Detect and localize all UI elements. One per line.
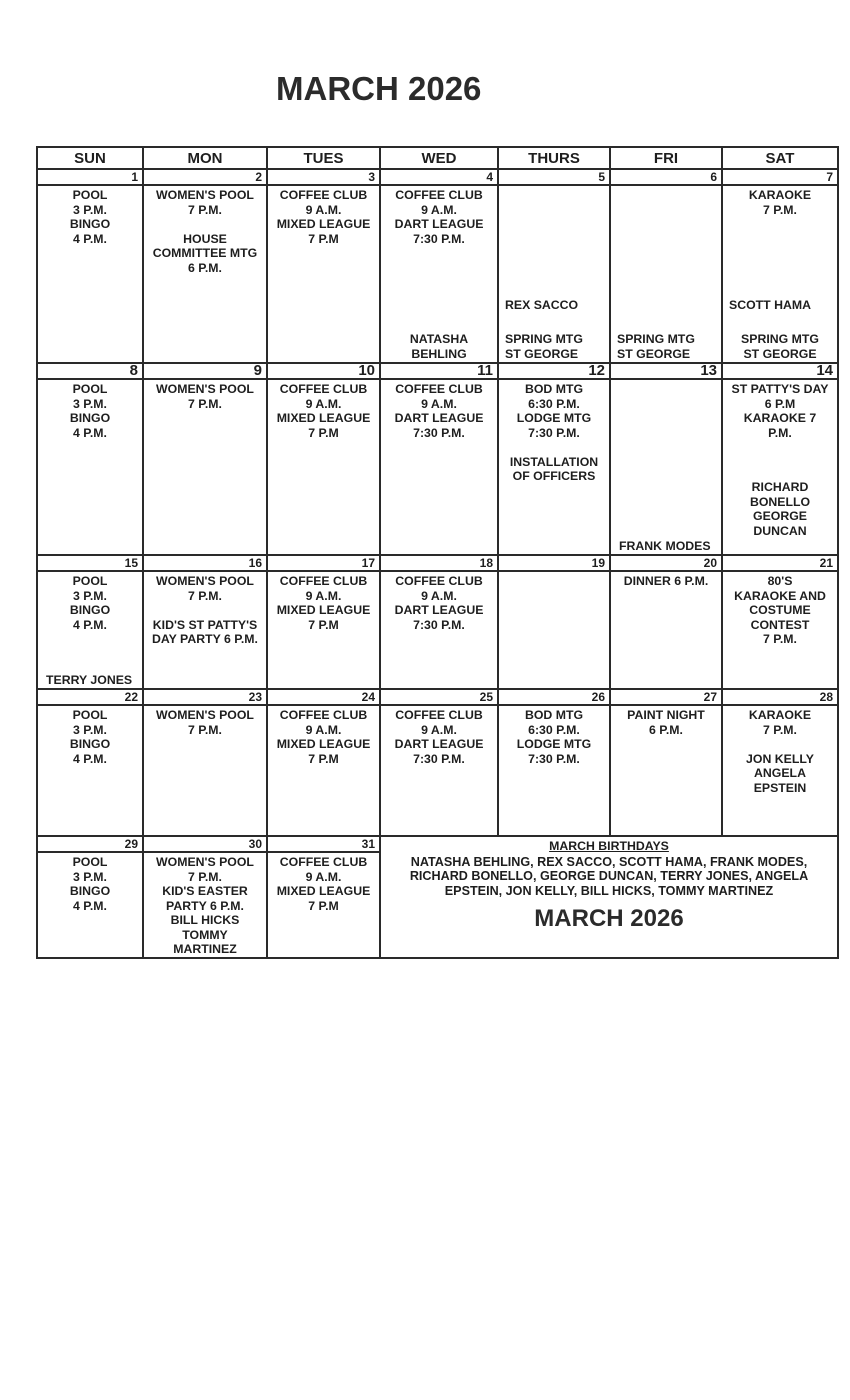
day-events: POOL 3 P.M. BINGO 4 P.M.: [69, 574, 111, 632]
weekday-sun: SUN: [37, 147, 143, 169]
week-4-events: [37, 705, 838, 836]
day-cell-21: [722, 571, 838, 689]
day-cell-29: [37, 852, 143, 958]
day-cell-20: [610, 571, 722, 689]
day-cell-22: [37, 705, 143, 836]
day-number: 3: [267, 169, 380, 185]
day-events: COFFEE CLUB 9 A.M. DART LEAGUE 7:30 P.M.: [394, 708, 484, 766]
day-events-secondary: KID'S ST PATTY'S DAY PARTY 6 P.M.: [152, 617, 258, 646]
birthday-name: SCOTT HAMA: [729, 298, 811, 312]
week-5-numbers: [37, 836, 838, 852]
day-events: WOMEN'S POOL 7 P.M.: [156, 382, 254, 411]
day-events-secondary: HOUSE COMMITTEE MTG 6 P.M.: [152, 231, 258, 275]
day-events: POOL 3 P.M. BINGO 4 P.M.: [69, 708, 111, 766]
day-cell-3: [267, 185, 380, 363]
day-number: 14: [722, 363, 838, 379]
weekday-fri: FRI: [610, 147, 722, 169]
day-events: COFFEE CLUB 9 A.M. MIXED LEAGUE 7 P.M: [276, 708, 371, 766]
day-cell-1: [37, 185, 143, 363]
birthdays-month-title: MARCH 2026: [534, 905, 684, 932]
day-cell-8: [37, 379, 143, 555]
day-cell-2: [143, 185, 267, 363]
day-events: COFFEE CLUB 9 A.M. MIXED LEAGUE 7 P.M: [276, 382, 371, 440]
day-cell-10: [267, 379, 380, 555]
day-number: 4: [380, 169, 498, 185]
birthday-name: RICHARD BONELLO GEORGE DUNCAN: [749, 480, 811, 538]
day-events: WOMEN'S POOL 7 P.M. KID'S EASTER PARTY 6 P.M. BILL HICKS TOMMY MARTINEZ: [156, 855, 254, 956]
day-cell-6: [610, 185, 722, 363]
day-cell-24: [267, 705, 380, 836]
day-cell-13: [610, 379, 722, 555]
day-number: 15: [37, 555, 143, 571]
weekday-sat: SAT: [722, 147, 838, 169]
day-events-secondary: INSTALLATION OF OFFICERS: [509, 454, 599, 483]
day-number: 5: [498, 169, 610, 185]
weekday-mon: MON: [143, 147, 267, 169]
day-cell-31: [267, 852, 380, 958]
day-cell-14: [722, 379, 838, 555]
day-events: SPRING MTG ST GEORGE: [741, 332, 819, 361]
day-number: 27: [610, 689, 722, 705]
day-number: 13: [610, 363, 722, 379]
birthday-name: TERRY JONES: [46, 672, 133, 687]
day-events: BOD MTG 6:30 P.M. LODGE MTG 7:30 P.M.: [516, 382, 592, 440]
day-events: COFFEE CLUB 9 A.M. MIXED LEAGUE 7 P.M: [276, 574, 371, 632]
day-number: 8: [37, 363, 143, 379]
day-number: 16: [143, 555, 267, 571]
week-1-numbers: [37, 169, 838, 185]
week-3-events: [37, 571, 838, 689]
day-number: 11: [380, 363, 498, 379]
day-events: WOMEN'S POOL 7 P.M.: [156, 188, 254, 217]
day-events: DINNER 6 P.M.: [623, 574, 709, 588]
day-cell-5: [498, 185, 610, 363]
day-number: 24: [267, 689, 380, 705]
day-cell-11: [380, 379, 498, 555]
day-number: 17: [267, 555, 380, 571]
day-number: 6: [610, 169, 722, 185]
day-number: 7: [722, 169, 838, 185]
day-events: POOL 3 P.M. BINGO 4 P.M.: [69, 855, 111, 913]
day-cell-7: [722, 185, 838, 363]
day-number: 23: [143, 689, 267, 705]
birthdays-box: [380, 836, 838, 958]
day-events: COFFEE CLUB 9 A.M. DART LEAGUE 7:30 P.M.: [394, 188, 484, 246]
day-events: WOMEN'S POOL 7 P.M.: [156, 574, 254, 603]
day-number: 30: [143, 836, 267, 852]
day-events: BOD MTG 6:30 P.M. LODGE MTG 7:30 P.M.: [516, 708, 592, 766]
day-number: 21: [722, 555, 838, 571]
day-cell-16: [143, 571, 267, 689]
birthdays-list: NATASHA BEHLING, REX SACCO, SCOTT HAMA, FRANK MODES, RICHARD BONELLO, GEORGE DUNCAN, TERRY JONES, ANGELA EPSTEIN, JON KELLY, BILL HICKS, TOMMY MARTINEZ: [409, 854, 809, 898]
day-number: 2: [143, 169, 267, 185]
day-events: KARAOKE 7 P.M.: [748, 708, 812, 737]
day-events: ST PATTY'S DAY 6 P.M KARAOKE 7 P.M.: [731, 382, 829, 440]
day-events: SPRING MTG ST GEORGE: [505, 332, 583, 361]
day-events: WOMEN'S POOL 7 P.M.: [156, 708, 254, 737]
day-number: 28: [722, 689, 838, 705]
weekday-thurs: THURS: [498, 147, 610, 169]
day-events: COFFEE CLUB 9 A.M. DART LEAGUE 7:30 P.M.: [394, 574, 484, 632]
day-events: COFFEE CLUB 9 A.M. MIXED LEAGUE 7 P.M: [276, 188, 371, 246]
day-events: PAINT NIGHT 6 P.M.: [627, 708, 705, 737]
day-cell-27: [610, 705, 722, 836]
week-2-events: [37, 379, 838, 555]
birthday-name: FRANK MODES: [619, 538, 711, 553]
day-cell-26: [498, 705, 610, 836]
birthdays-title: MARCH BIRTHDAYS: [549, 839, 669, 853]
birthday-name: REX SACCO: [505, 298, 579, 312]
day-events: POOL 3 P.M. BINGO 4 P.M.: [69, 188, 111, 246]
day-events: SPRING MTG ST GEORGE: [617, 332, 695, 361]
day-number: 10: [267, 363, 380, 379]
day-number: 31: [267, 836, 380, 852]
weekday-header-row: [37, 147, 838, 169]
week-3-numbers: [37, 555, 838, 571]
birthday-name: JON KELLY ANGELA EPSTEIN: [746, 751, 814, 795]
day-events: POOL 3 P.M. BINGO 4 P.M.: [69, 382, 111, 440]
weekday-wed: WED: [380, 147, 498, 169]
day-cell-17: [267, 571, 380, 689]
day-number: 1: [37, 169, 143, 185]
day-cell-25: [380, 705, 498, 836]
day-cell-15: [37, 571, 143, 689]
day-cell-12: [498, 379, 610, 555]
day-cell-30: [143, 852, 267, 958]
day-number: 9: [143, 363, 267, 379]
calendar-grid: [36, 146, 839, 959]
day-number: 20: [610, 555, 722, 571]
week-4-numbers: [37, 689, 838, 705]
day-cell-23: [143, 705, 267, 836]
day-events: COFFEE CLUB 9 A.M. DART LEAGUE 7:30 P.M.: [394, 382, 484, 440]
day-events: COFFEE CLUB 9 A.M. MIXED LEAGUE 7 P.M: [276, 855, 371, 913]
day-number: 26: [498, 689, 610, 705]
birthday-name: NATASHA BEHLING: [409, 332, 469, 361]
day-number: 12: [498, 363, 610, 379]
day-cell-19: [498, 571, 610, 689]
day-number: 18: [380, 555, 498, 571]
day-number: 29: [37, 836, 143, 852]
day-events: KARAOKE 7 P.M.: [748, 188, 812, 217]
day-cell-9: [143, 379, 267, 555]
day-cell-18: [380, 571, 498, 689]
day-number: 25: [380, 689, 498, 705]
day-number: 19: [498, 555, 610, 571]
day-cell-28: [722, 705, 838, 836]
day-cell-4: [380, 185, 498, 363]
day-number: 22: [37, 689, 143, 705]
day-events: 80'S KARAOKE AND COSTUME CONTEST 7 P.M.: [734, 574, 826, 646]
weekday-tues: TUES: [267, 147, 380, 169]
page-title: MARCH 2026: [276, 70, 482, 107]
week-1-events: [37, 185, 838, 363]
week-2-numbers: [37, 363, 838, 379]
